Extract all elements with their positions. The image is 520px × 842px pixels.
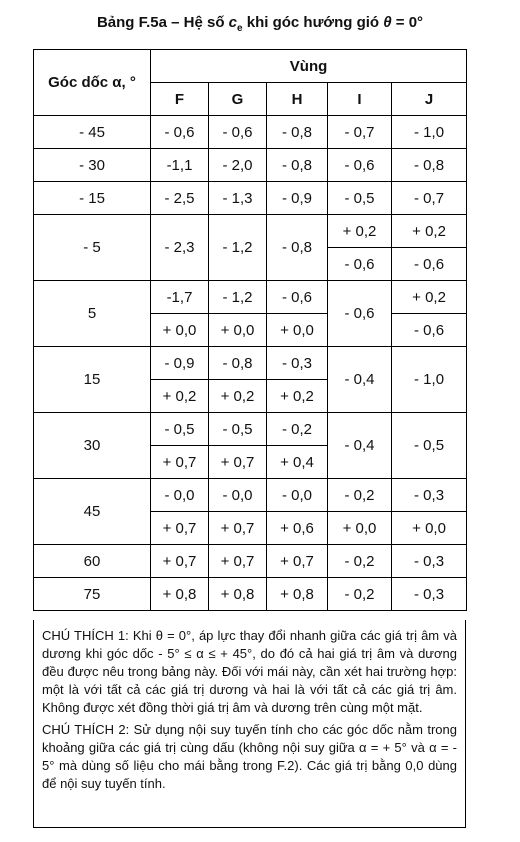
slope-cell: 30 xyxy=(34,413,151,479)
value-cell: - 0,4 xyxy=(328,347,392,413)
value-cell: - 2,0 xyxy=(209,149,267,182)
value-cell: - 0,8 xyxy=(209,347,267,380)
coefficient-table xyxy=(33,49,467,611)
value-cell: + 0,0 xyxy=(151,314,209,347)
title-suffix: khi góc hướng gió xyxy=(242,14,384,31)
value-cell: - 0,2 xyxy=(267,413,328,446)
zone-label-h: H xyxy=(267,83,328,116)
value-cell: + 0,2 xyxy=(328,215,392,248)
slope-cell: 15 xyxy=(34,347,151,413)
table-row xyxy=(34,413,467,446)
value-cell: - 0,3 xyxy=(392,479,467,512)
value-cell: - 0,2 xyxy=(328,479,392,512)
value-cell: - 0,0 xyxy=(151,479,209,512)
value-cell: - 0,3 xyxy=(392,578,467,611)
zone-label-j: J xyxy=(392,83,467,116)
value-cell: + 0,2 xyxy=(392,281,467,314)
value-cell: - 1,3 xyxy=(209,182,267,215)
value-cell: + 0,2 xyxy=(151,380,209,413)
value-cell: - 0,5 xyxy=(328,182,392,215)
table-row xyxy=(34,215,467,248)
notes-box xyxy=(33,620,466,828)
value-cell: - 0,6 xyxy=(392,314,467,347)
title-condition: = 0° xyxy=(391,14,424,31)
coefficient-symbol: c xyxy=(228,14,237,31)
value-cell: - 0,6 xyxy=(328,248,392,281)
header-row xyxy=(34,50,467,83)
value-cell: - 0,6 xyxy=(267,281,328,314)
value-cell: - 1,2 xyxy=(209,215,267,281)
value-cell: - 2,3 xyxy=(151,215,209,281)
value-cell: - 0,9 xyxy=(267,182,328,215)
value-cell: - 0,8 xyxy=(267,215,328,281)
table-row xyxy=(34,182,467,215)
value-cell: - 1,0 xyxy=(392,116,467,149)
value-cell: - 0,0 xyxy=(267,479,328,512)
slope-cell: - 30 xyxy=(34,149,151,182)
value-cell: + 0,7 xyxy=(151,512,209,545)
table-row xyxy=(34,281,467,314)
value-cell: + 0,7 xyxy=(267,545,328,578)
value-cell: - 0,5 xyxy=(392,413,467,479)
title-prefix: Bảng F.5a – Hệ số xyxy=(96,14,229,31)
slope-header: Góc dốc α, ° xyxy=(34,50,151,116)
value-cell: + 0,7 xyxy=(209,545,267,578)
value-cell: - 0,6 xyxy=(209,116,267,149)
value-cell: + 0,0 xyxy=(267,314,328,347)
table-title xyxy=(0,14,520,34)
table-row xyxy=(34,578,467,611)
table-row xyxy=(34,479,467,512)
value-cell: + 0,0 xyxy=(392,512,467,545)
value-cell: - 0,6 xyxy=(151,116,209,149)
value-cell: - 1,2 xyxy=(209,281,267,314)
table-row xyxy=(34,149,467,182)
value-cell: -1,7 xyxy=(151,281,209,314)
slope-cell: 45 xyxy=(34,479,151,545)
value-cell: - 0,5 xyxy=(209,413,267,446)
table-row xyxy=(34,347,467,380)
value-cell: + 0,8 xyxy=(267,578,328,611)
value-cell: + 0,2 xyxy=(267,380,328,413)
value-cell: + 0,2 xyxy=(209,380,267,413)
value-cell: - 0,0 xyxy=(209,479,267,512)
theta-symbol: θ xyxy=(383,14,392,31)
value-cell: + 0,0 xyxy=(328,512,392,545)
note-2: CHÚ THÍCH 2: Sử dụng nội suy tuyến tính cho các góc dốc nằm trong khoảng giữa các giá trị cùng dấu (không nội suy giữa α = + 5° và α = - 5° mà dùng số liệu cho mái bằng trong F.2). Các giá trị bằng 0,0 dùng để nội suy tuyến tính. xyxy=(42,722,457,791)
value-cell: - 0,7 xyxy=(392,182,467,215)
value-cell: + 0,0 xyxy=(209,314,267,347)
zone-label-f: F xyxy=(151,83,209,116)
value-cell: - 0,3 xyxy=(392,545,467,578)
zone-label-g: G xyxy=(209,83,267,116)
value-cell: + 0,2 xyxy=(392,215,467,248)
value-cell: - 0,7 xyxy=(328,116,392,149)
value-cell: + 0,7 xyxy=(209,512,267,545)
value-cell: - 0,4 xyxy=(328,413,392,479)
slope-cell: 60 xyxy=(34,545,151,578)
value-cell: - 0,8 xyxy=(392,149,467,182)
value-cell: - 0,5 xyxy=(151,413,209,446)
value-cell: + 0,7 xyxy=(209,446,267,479)
value-cell: - 0,8 xyxy=(267,149,328,182)
value-cell: + 0,7 xyxy=(151,545,209,578)
slope-cell: - 5 xyxy=(34,215,151,281)
value-cell: - 0,6 xyxy=(328,281,392,347)
slope-cell: 75 xyxy=(34,578,151,611)
coefficient-subscript: e xyxy=(237,23,243,34)
value-cell: + 0,8 xyxy=(151,578,209,611)
value-cell: + 0,7 xyxy=(151,446,209,479)
value-cell: + 0,6 xyxy=(267,512,328,545)
note-1: CHÚ THÍCH 1: Khi θ = 0°, áp lực thay đổi nhanh giữa các giá trị âm và dương khi góc dốc - 5° ≤ α ≤ + 45°, do đó cả hai giá trị âm và dương đều được nêu trong bảng này. Đối với mái này, cần xét hai trường hợp: một là với tất cả các giá trị dương và hai là với tất cả các giá trị âm. Không được xét đồng thời giá trị âm và dương trên cùng một mặt. xyxy=(42,628,457,715)
value-cell: - 0,2 xyxy=(328,545,392,578)
value-cell: -1,1 xyxy=(151,149,209,182)
value-cell: - 2,5 xyxy=(151,182,209,215)
table-row xyxy=(34,545,467,578)
value-cell: + 0,4 xyxy=(267,446,328,479)
value-cell: + 0,8 xyxy=(209,578,267,611)
value-cell: - 0,6 xyxy=(392,248,467,281)
value-cell: - 1,0 xyxy=(392,347,467,413)
slope-cell: - 15 xyxy=(34,182,151,215)
slope-cell: 5 xyxy=(34,281,151,347)
table-row xyxy=(34,116,467,149)
zone-header: Vùng xyxy=(151,50,467,83)
value-cell: - 0,6 xyxy=(328,149,392,182)
value-cell: - 0,2 xyxy=(328,578,392,611)
value-cell: - 0,3 xyxy=(267,347,328,380)
value-cell: - 0,9 xyxy=(151,347,209,380)
slope-cell: - 45 xyxy=(34,116,151,149)
value-cell: - 0,8 xyxy=(267,116,328,149)
zone-label-i: I xyxy=(328,83,392,116)
